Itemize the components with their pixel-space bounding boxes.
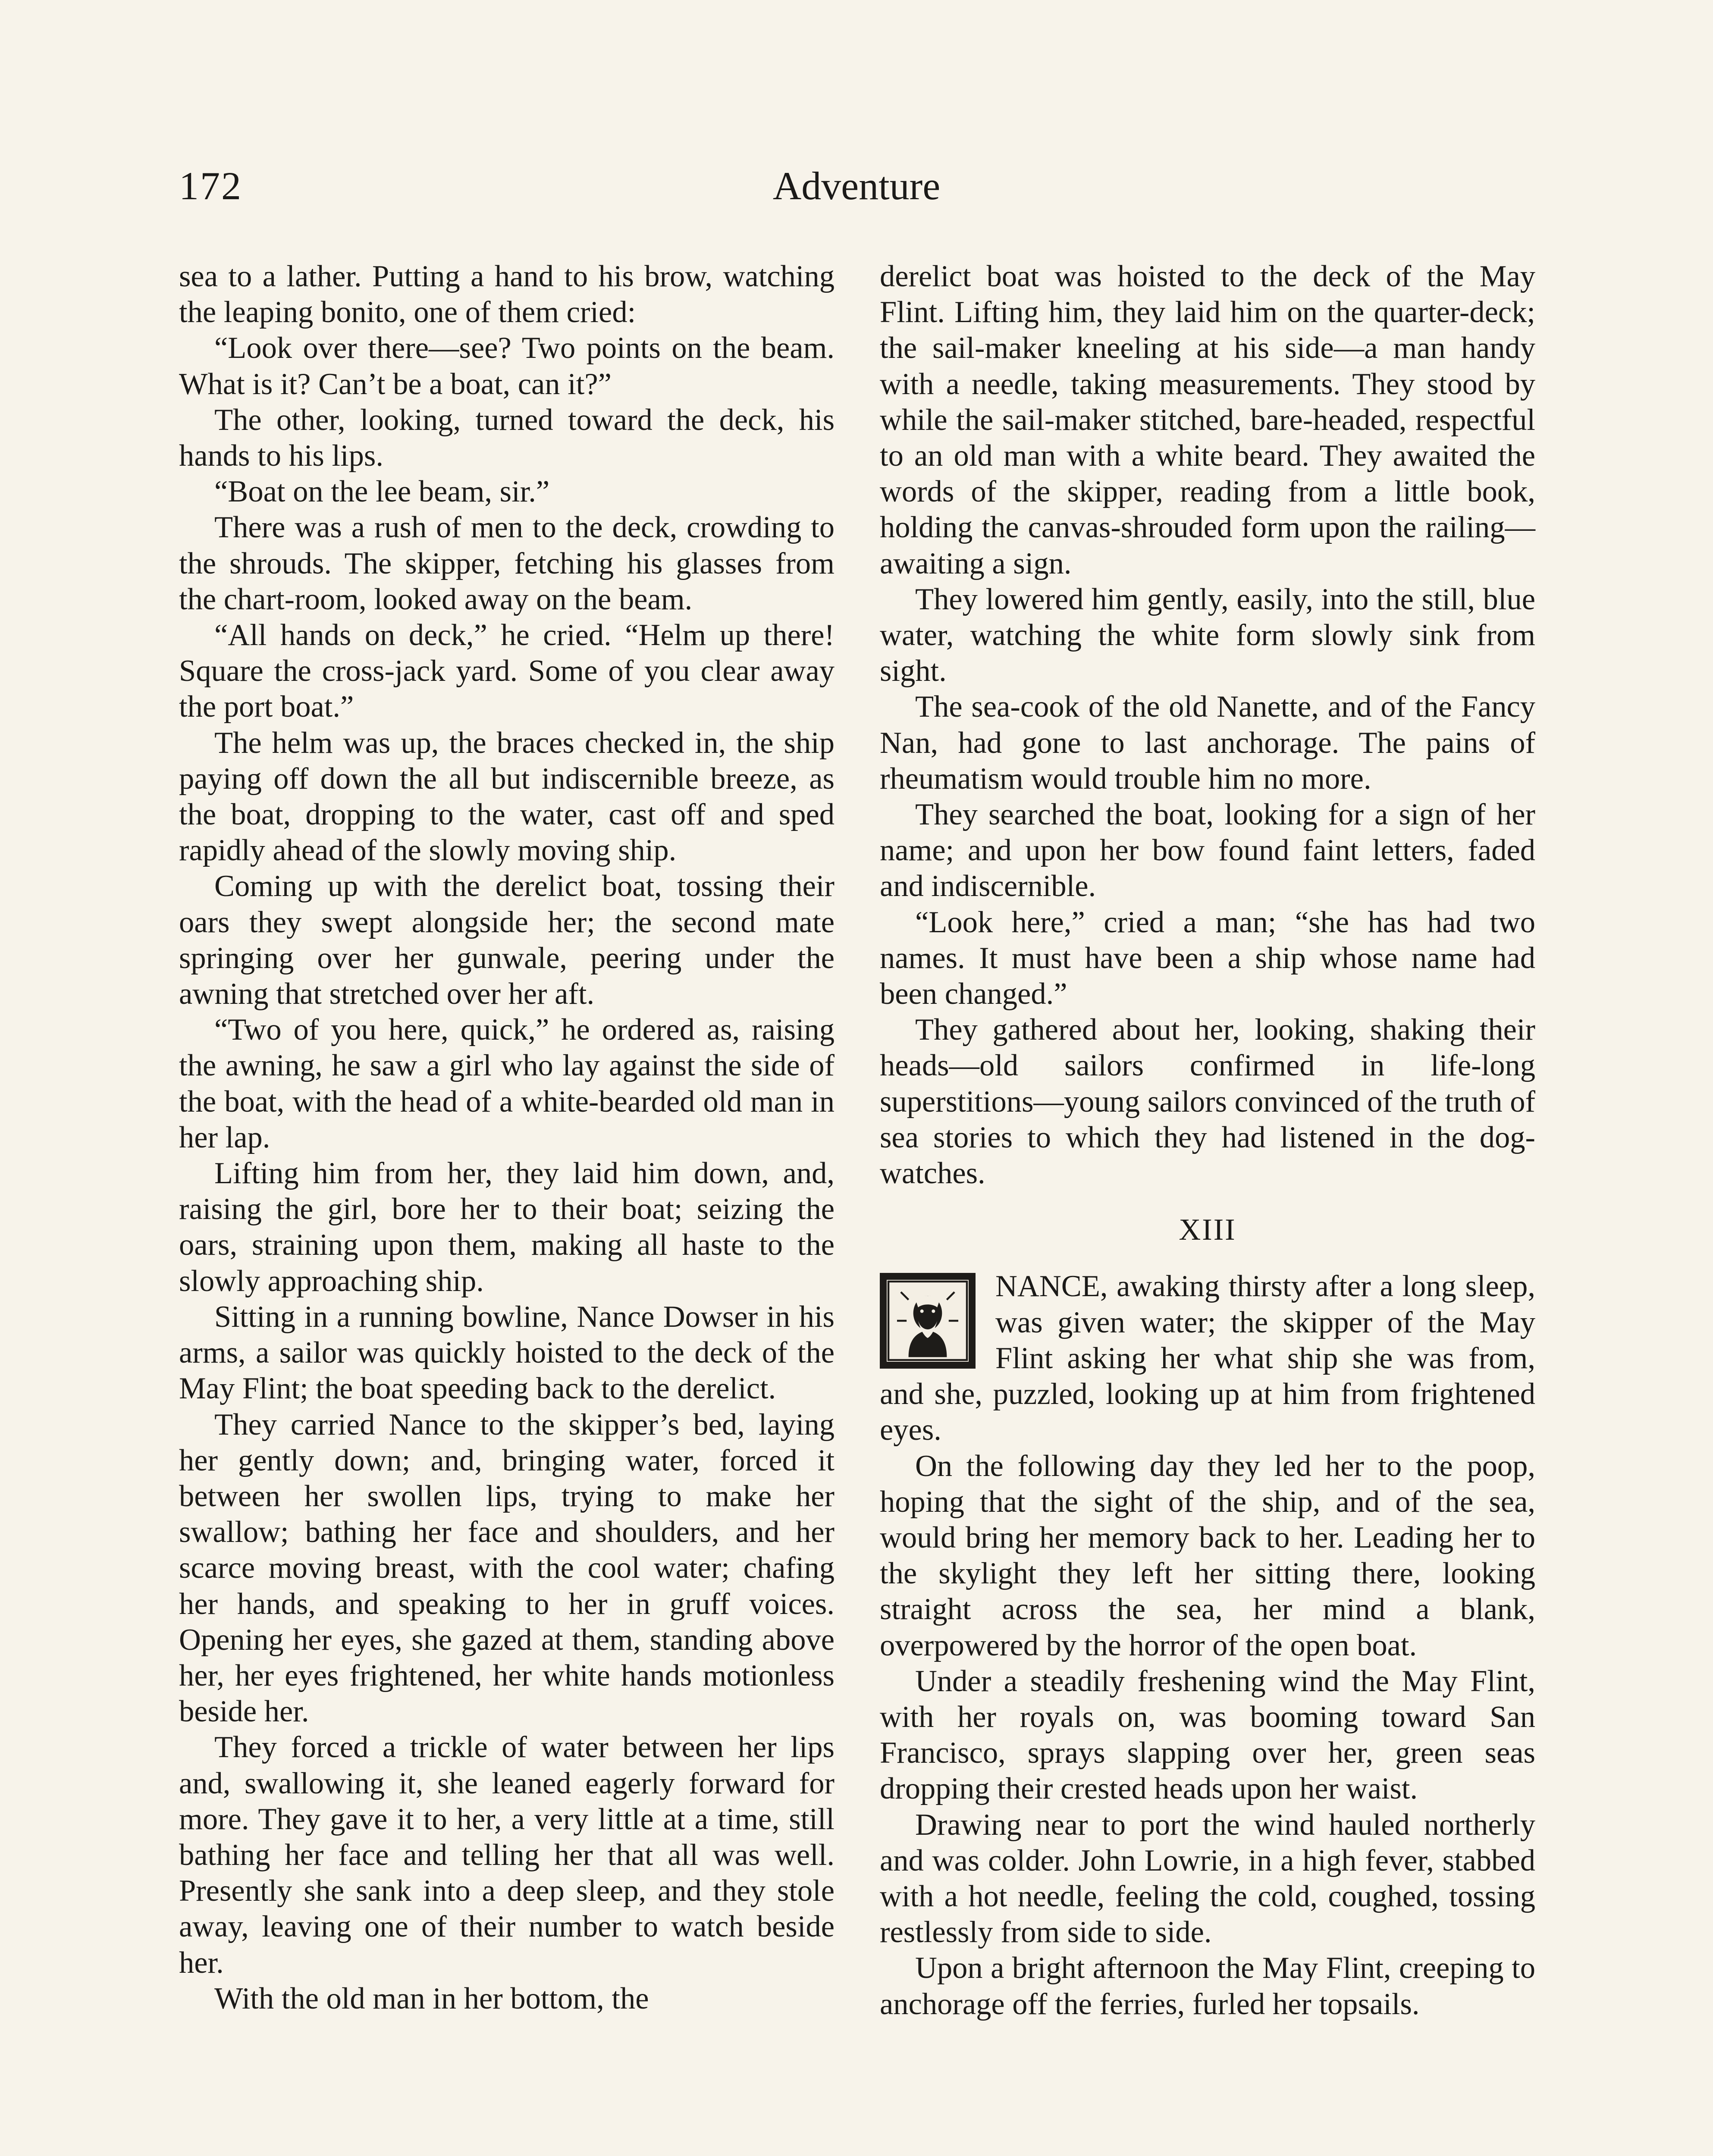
paragraph: The helm was up, the braces checked in, the ship paying off down the all but indiscernible breeze, as the boat, dropping to the water, cast off and sped rapidly ahead of the slowly moving ship. — [179, 726, 835, 868]
paragraph: derelict boat was hoisted to the deck of the May Flint. Lifting him, they laid him on the quarter-deck; the sail-maker kneeling at his side—a man handy with a needle, taking measurements. They stood by while the sail-maker stitched, bare-headed, respectful to an old man with a white beard. They awaited the words of the skipper, reading from a little book, holding the canvas-shrouded form upon the railing—awaiting a sign. — [880, 260, 1535, 580]
paragraph: “Two of you here, quick,” he ordered as, raising the awning, he saw a girl who lay against the side of the boat, with the head of a white-bearded old man in her lap. — [179, 1013, 835, 1154]
paragraph: With the old man in her bottom, the — [214, 1981, 649, 2015]
running-head-title: Adventure — [772, 164, 941, 208]
paragraph: On the following day they led her to the poop, hoping that the sight of the ship, and of the sea, would bring her memory back to her. Leading her to the skylight they left her sitting there, looking straight across the sea, her mind a blank, overpowered by the horror of the open boat. — [880, 1449, 1535, 1662]
paragraph: The other, looking, turned toward the deck, his hands to his lips. — [179, 403, 835, 473]
paragraph: sea to a lather. Putting a hand to his brow, watching the leaping bonito, one of them cried: — [179, 260, 835, 329]
woodcut-portrait-icon — [880, 1273, 976, 1369]
paragraph: The sea-cook of the old Nanette, and of the Fancy Nan, had gone to last anchorage. The pains of rheumatism would trouble him no more. — [880, 690, 1535, 796]
right-column — [880, 259, 1535, 2022]
paragraph: They forced a trickle of water between her lips and, swallowing it, she leaned eagerly forward for more. They gave it to her, a very little at a time, still bathing her face and telling her that all was well. Presently she sank into a deep sleep, and they stole away, leaving one of their number to watch beside her. — [179, 1730, 835, 1980]
paragraph: They lowered him gently, easily, into the still, blue water, watching the white form slowly sink from sight. — [880, 582, 1535, 688]
paragraph: “Look here,” cried a man; “she has had two names. It must have been a ship whose name had been changed.” — [880, 905, 1535, 1011]
paragraph: “All hands on deck,” he cried. “Helm up there! Square the cross-jack yard. Some of you clear away the port boat.” — [179, 618, 835, 724]
paragraph: Upon a bright afternoon the May Flint, creeping to anchorage off the ferries, furled her topsails. — [880, 1951, 1535, 2021]
paragraph: Coming up with the derelict boat, tossing their oars they swept alongside her; the second mate springing over her gunwale, peering under the awning that stretched over her aft. — [179, 869, 835, 1011]
paragraph: They searched the boat, looking for a sign of her name; and upon her bow found faint letters, faded and indiscernible. — [880, 798, 1535, 903]
paragraph: They carried Nance to the skipper’s bed, laying her gently down; and, bringing water, forced it between her swollen lips, trying to make her swallow; bathing her face and shoulders, and her scarce moving breast, with the cool water; chafing her hands, and speaking to her in gruff voices. Opening her eyes, she gazed at them, standing above her, her eyes frightened, her white hands motionless beside her. — [179, 1407, 835, 1729]
paragraph: There was a rush of men to the deck, crowding to the shrouds. The skipper, fetching his glasses from the chart-room, looked away on the beam. — [179, 511, 835, 616]
paragraph: NANCE, awaking thirsty after a long sleep, was given water; the skipper of the May Flint asking her what ship she was from, and she, puzzled, looking up at him from frightened eyes. — [880, 1269, 1535, 1447]
page-number: 172 — [179, 164, 242, 208]
section-number: XIII — [1179, 1213, 1236, 1247]
paragraph: “Boat on the lee beam, sir.” — [214, 475, 550, 509]
paragraph: Under a steadily freshening wind the May Flint, with her royals on, was booming toward San Francisco, sprays slapping over her, green seas dropping their crested heads upon her waist. — [880, 1664, 1535, 1806]
paragraph: Drawing near to port the wind hauled northerly and was colder. John Lowrie, in a high fever, stabbed with a hot needle, feeling the cold, coughed, tossing restlessly from side to side. — [880, 1808, 1535, 1949]
paragraph: Lifting him from her, they laid him down, and, raising the girl, bore her to their boat; seizing the oars, straining upon them, making all haste to the slowly approaching ship. — [179, 1156, 835, 1298]
paragraph: They gathered about her, looking, shaking their heads—old sailors confirmed in life-long superstitions—young sailors convinced of the truth of sea stories to which they had listened in the dog-watches. — [880, 1013, 1535, 1191]
paragraph: “Look over there—see? Two points on the beam. What is it? Can’t be a boat, can it?” — [179, 331, 835, 401]
paragraph: Sitting in a running bowline, Nance Dowser in his arms, a sailor was quickly hoisted to the deck of the May Flint; the boat speeding back to the derelict. — [179, 1300, 835, 1406]
left-column — [179, 259, 835, 2017]
